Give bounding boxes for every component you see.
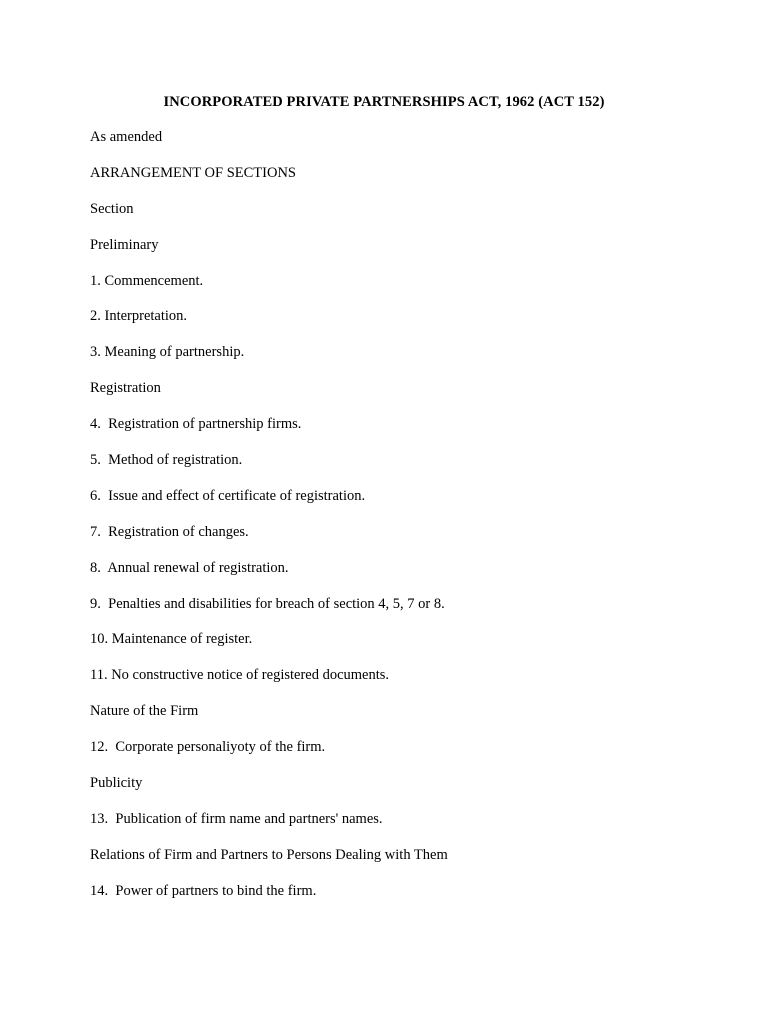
part-heading-preliminary: Preliminary <box>90 236 159 253</box>
section-entry: 12. Corporate personaliyoty of the firm. <box>90 739 326 756</box>
section-column-label: Section <box>90 200 134 217</box>
section-entry: 3. Meaning of partnership. <box>90 344 245 361</box>
section-entry: 11. No constructive notice of registered documents. <box>90 667 390 684</box>
document-title: INCORPORATED PRIVATE PARTNERSHIPS ACT, 1962 (ACT 152) <box>163 94 605 110</box>
section-entry: 10. Maintenance of register. <box>90 631 253 648</box>
part-heading-registration: Registration <box>90 380 161 397</box>
section-entry: 2. Interpretation. <box>90 308 188 325</box>
section-entry: 5. Method of registration. <box>90 452 243 469</box>
part-heading-relations: Relations of Firm and Partners to Persons Dealing with Them <box>90 846 448 863</box>
part-heading-publicity: Publicity <box>90 775 143 792</box>
part-heading-nature-of-firm: Nature of the Firm <box>90 703 199 720</box>
arrangement-heading: ARRANGEMENT OF SECTIONS <box>90 164 296 181</box>
section-entry: 9. Penalties and disabilities for breach of section 4, 5, 7 or 8. <box>90 595 445 612</box>
arrangement-of-sections-list <box>90 128 730 918</box>
section-entry: 6. Issue and effect of certificate of registration. <box>90 487 366 504</box>
section-entry: 4. Registration of partnership firms. <box>90 416 302 433</box>
section-entry: 8. Annual renewal of registration. <box>90 559 289 576</box>
section-entry: 1. Commencement. <box>90 272 204 289</box>
section-entry: 13. Publication of firm name and partners' names. <box>90 810 383 827</box>
subtitle-as-amended: As amended <box>90 129 163 145</box>
section-entry: 7. Registration of changes. <box>90 523 249 540</box>
section-entry: 14. Power of partners to bind the firm. <box>90 882 317 899</box>
